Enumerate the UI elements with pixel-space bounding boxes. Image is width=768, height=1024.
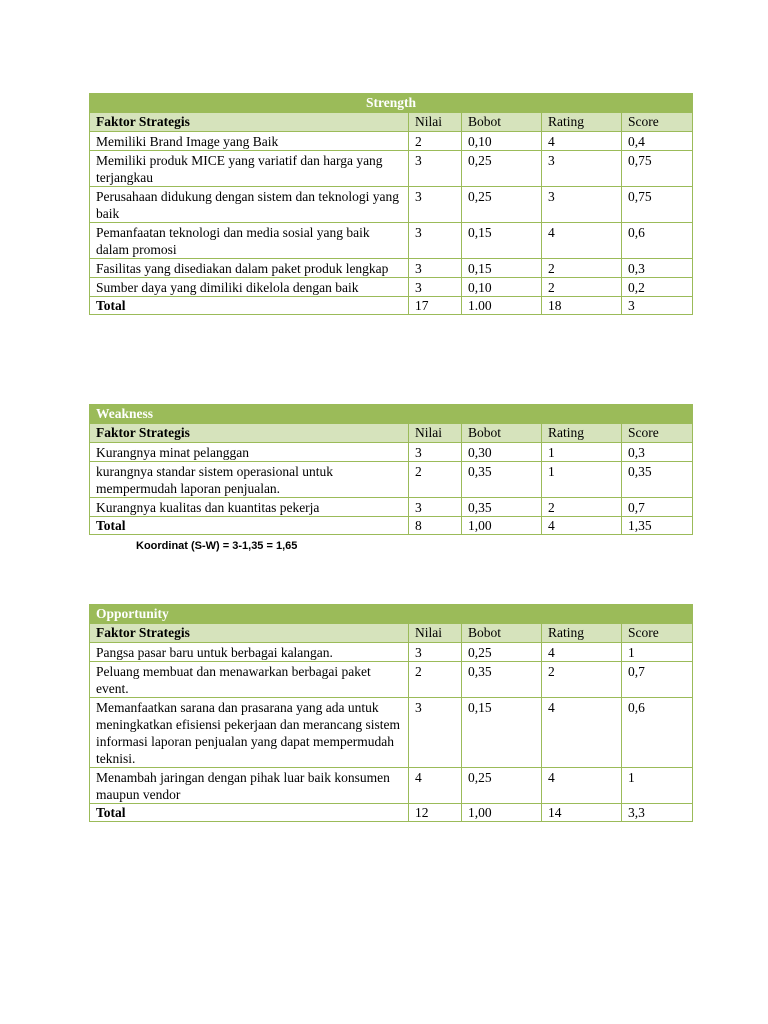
col-header-score: Score [622,113,693,132]
cell-nilai: 3 [409,498,462,517]
total-label: Total [90,297,409,315]
cell-faktor: Menambah jaringan dengan pihak luar baik konsumen maupun vendor [90,768,409,804]
strength-header-row [90,113,693,132]
cell-score: 1 [622,643,693,662]
cell-faktor: Memiliki Brand Image yang Baik [90,132,409,151]
total-label: Total [90,804,409,822]
total-nilai: 8 [409,517,462,535]
cell-score: 0,35 [622,462,693,498]
cell-faktor: kurangnya standar sistem operasional untuk mempermudah laporan penjualan. [90,462,409,498]
cell-nilai: 4 [409,768,462,804]
cell-rating: 2 [542,278,622,297]
cell-score: 0,3 [622,259,693,278]
opportunity-total-row [90,804,693,822]
col-header-nilai: Nilai [409,624,462,643]
table-row [90,698,693,768]
table-row [90,132,693,151]
cell-nilai: 3 [409,698,462,768]
cell-score: 0,75 [622,187,693,223]
weakness-table [89,404,693,535]
cell-bobot: 0,25 [462,151,542,187]
cell-rating: 2 [542,662,622,698]
cell-nilai: 3 [409,187,462,223]
cell-rating: 4 [542,132,622,151]
cell-nilai: 3 [409,278,462,297]
cell-faktor: Perusahaan didukung dengan sistem dan teknologi yang baik [90,187,409,223]
cell-nilai: 3 [409,643,462,662]
cell-bobot: 0,35 [462,662,542,698]
total-rating: 14 [542,804,622,822]
col-header-faktor: Faktor Strategis [90,624,409,643]
cell-rating: 4 [542,643,622,662]
cell-nilai: 2 [409,132,462,151]
weakness-total-row [90,517,693,535]
cell-score: 0,75 [622,151,693,187]
weakness-title: Weakness [90,405,693,424]
cell-rating: 1 [542,462,622,498]
cell-rating: 4 [542,223,622,259]
cell-score: 0,7 [622,662,693,698]
cell-bobot: 0,25 [462,643,542,662]
cell-bobot: 0,25 [462,768,542,804]
cell-rating: 3 [542,187,622,223]
col-header-score: Score [622,624,693,643]
cell-nilai: 3 [409,259,462,278]
table-row [90,187,693,223]
cell-faktor: Memanfaatkan sarana dan prasarana yang ada untuk meningkatkan efisiensi pekerjaan dan merancang sistem informasi laporan penjualan yang dapat mempermudah teknisi. [90,698,409,768]
cell-rating: 2 [542,498,622,517]
opportunity-title-row [90,605,693,624]
col-header-score: Score [622,424,693,443]
cell-faktor: Kurangnya minat pelanggan [90,443,409,462]
total-score: 3,3 [622,804,693,822]
cell-bobot: 0,10 [462,132,542,151]
cell-score: 0,3 [622,443,693,462]
cell-score: 0,7 [622,498,693,517]
total-nilai: 17 [409,297,462,315]
weakness-header-row [90,424,693,443]
table-row [90,662,693,698]
total-label: Total [90,517,409,535]
total-nilai: 12 [409,804,462,822]
strength-total-row [90,297,693,315]
col-header-faktor: Faktor Strategis [90,424,409,443]
cell-nilai: 3 [409,223,462,259]
total-bobot: 1,00 [462,517,542,535]
total-score: 1,35 [622,517,693,535]
cell-faktor: Kurangnya kualitas dan kuantitas pekerja [90,498,409,517]
cell-rating: 2 [542,259,622,278]
cell-bobot: 0,15 [462,698,542,768]
cell-nilai: 3 [409,151,462,187]
cell-nilai: 2 [409,462,462,498]
total-bobot: 1,00 [462,804,542,822]
total-bobot: 1.00 [462,297,542,315]
cell-bobot: 0,30 [462,443,542,462]
koordinat-note: Koordinat (S-W) = 3-1,35 = 1,65 [136,540,298,552]
table-row [90,259,693,278]
col-header-rating: Rating [542,424,622,443]
cell-rating: 4 [542,768,622,804]
col-header-bobot: Bobot [462,424,542,443]
table-row [90,498,693,517]
table-row [90,443,693,462]
cell-score: 1 [622,768,693,804]
cell-rating: 4 [542,698,622,768]
cell-score: 0,4 [622,132,693,151]
cell-bobot: 0,35 [462,498,542,517]
strength-title-row [90,94,693,113]
cell-score: 0,2 [622,278,693,297]
strength-title: Strength [90,94,693,113]
table-row [90,643,693,662]
total-rating: 18 [542,297,622,315]
cell-nilai: 2 [409,662,462,698]
strength-table [89,93,693,315]
cell-faktor: Memiliki produk MICE yang variatif dan harga yang terjangkau [90,151,409,187]
cell-faktor: Fasilitas yang disediakan dalam paket produk lengkap [90,259,409,278]
table-row [90,223,693,259]
col-header-rating: Rating [542,113,622,132]
opportunity-title: Opportunity [90,605,693,624]
table-row [90,768,693,804]
cell-bobot: 0,25 [462,187,542,223]
weakness-title-row [90,405,693,424]
total-score: 3 [622,297,693,315]
table-row [90,278,693,297]
cell-bobot: 0,15 [462,259,542,278]
table-row [90,462,693,498]
col-header-rating: Rating [542,624,622,643]
cell-rating: 3 [542,151,622,187]
total-rating: 4 [542,517,622,535]
cell-faktor: Peluang membuat dan menawarkan berbagai paket event. [90,662,409,698]
table-row [90,151,693,187]
cell-rating: 1 [542,443,622,462]
cell-score: 0,6 [622,223,693,259]
col-header-bobot: Bobot [462,113,542,132]
opportunity-header-row [90,624,693,643]
col-header-nilai: Nilai [409,424,462,443]
col-header-faktor: Faktor Strategis [90,113,409,132]
opportunity-table [89,604,693,822]
col-header-nilai: Nilai [409,113,462,132]
cell-faktor: Sumber daya yang dimiliki dikelola dengan baik [90,278,409,297]
cell-bobot: 0,10 [462,278,542,297]
cell-faktor: Pangsa pasar baru untuk berbagai kalangan. [90,643,409,662]
cell-faktor: Pemanfaatan teknologi dan media sosial yang baik dalam promosi [90,223,409,259]
cell-nilai: 3 [409,443,462,462]
cell-bobot: 0,35 [462,462,542,498]
col-header-bobot: Bobot [462,624,542,643]
cell-score: 0,6 [622,698,693,768]
cell-bobot: 0,15 [462,223,542,259]
